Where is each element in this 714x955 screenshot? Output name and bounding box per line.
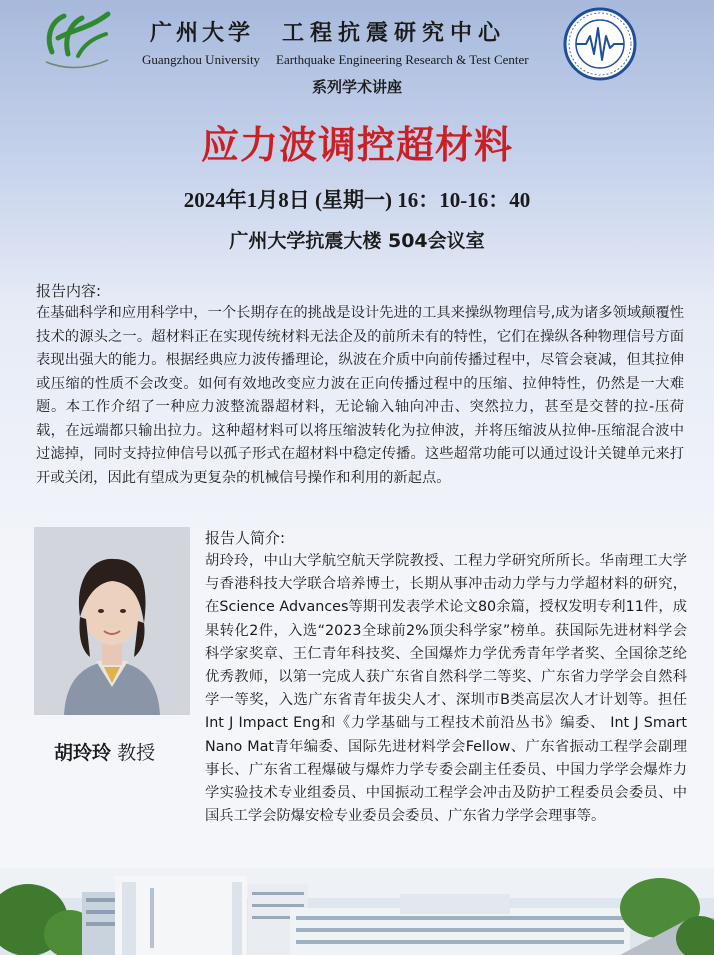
abstract-heading: 报告内容:	[36, 282, 102, 300]
speaker-name-title	[54, 738, 155, 765]
lecture-venue: 广州大学抗震大楼 504会议室	[229, 230, 485, 252]
guangzhou-university-logo-icon	[38, 8, 114, 74]
lecture-title: 应力波调控超材料	[200, 123, 513, 167]
bio-heading: 报告人简介:	[205, 529, 286, 547]
earthquake-center-seal-icon	[562, 6, 638, 82]
speaker-photo	[34, 527, 190, 715]
speaker-name: 胡玲玲	[54, 742, 112, 764]
abstract-text: 在基础科学和应用科学中，一个长期存在的挑战是设计先进的工具来操纵物理信号,成为诸多领域颠覆性技术的源头之一。超材料正在实现传统材料无法企及的前所未有的特性，它们在操纵各种物理信号方面表现出强大的能力。根据经典应力波传播理论，纵波在介质中向前传播过程中，尽管会衰减，但其拉伸或压缩的性质不会改变。如何有效地改变应力波在正向传播过程中的压缩、拉伸特性，仍然是一大难题。本工作介绍了一种应力波整流器超材料，无论输入轴向冲击、突然拉力，甚至是交替的拉-压荷载，在远端都只输出拉力。这种超材料可以将压缩波转化为拉伸波，并将压缩波从拉伸-压缩混合波中过滤掉，同时支持拉伸信号以孤子形式在超材料中稳定传播。这些超常功能可以通过设计关键单元来打开或关闭，因此有望成为更复杂的机械信号操作和利用的新起点。	[36, 305, 684, 486]
speaker-bio-text: 胡玲玲，中山大学航空航天学院教授、工程力学研究所所长。华南理工大学与香港科技大学联合培养博士，长期从事冲击动力学与力学超材料的研究，在Science Advances等期刊发表学术论文80余篇，授权发明专利11件，成果转化2件，入选“2023全球前2%顶尖科学家”榜单。获国际先进材料学会科学家奖章、王仁青年科技奖、全国爆炸力学优秀青年学者奖、全国徐芝纶优秀教师，以第一完成人获广东省自然科学二等奖、广东省力学学会自然科学一等奖，入选广东省青年拔尖人才、深圳市B类高层次人才计划等。担任Int J Impact Eng和《力学基础与工程技术前沿丛书》编委、 Int J Smart Nano Mat青年编委、国际先进材料学会Fellow、广东省振动工程学会副理事长、广东省工程爆破与爆炸力学专委会副主任委员、中国力学学会爆炸力学实验技术专业组委员、中国振动工程学会冲击及防护工程委员会委员、中国兵工学会防爆安检专业委员会委员、广东省力学学会理事等。	[205, 553, 687, 825]
speaker-academic-title: 教授	[117, 742, 156, 764]
lecture-datetime: 2024年1月8日 (星期一) 16：10-16：40	[183, 188, 531, 212]
research-center-name-cn: 工程抗震研究中心	[282, 20, 507, 46]
university-name-en: Guangzhou University	[142, 52, 261, 67]
university-name-cn: 广州大学	[150, 20, 255, 46]
lecture-series-label: 系列学术讲座	[311, 78, 402, 96]
research-center-name-en: Earthquake Engineering Research & Test Center	[276, 52, 529, 67]
campus-building-photo	[0, 868, 714, 955]
